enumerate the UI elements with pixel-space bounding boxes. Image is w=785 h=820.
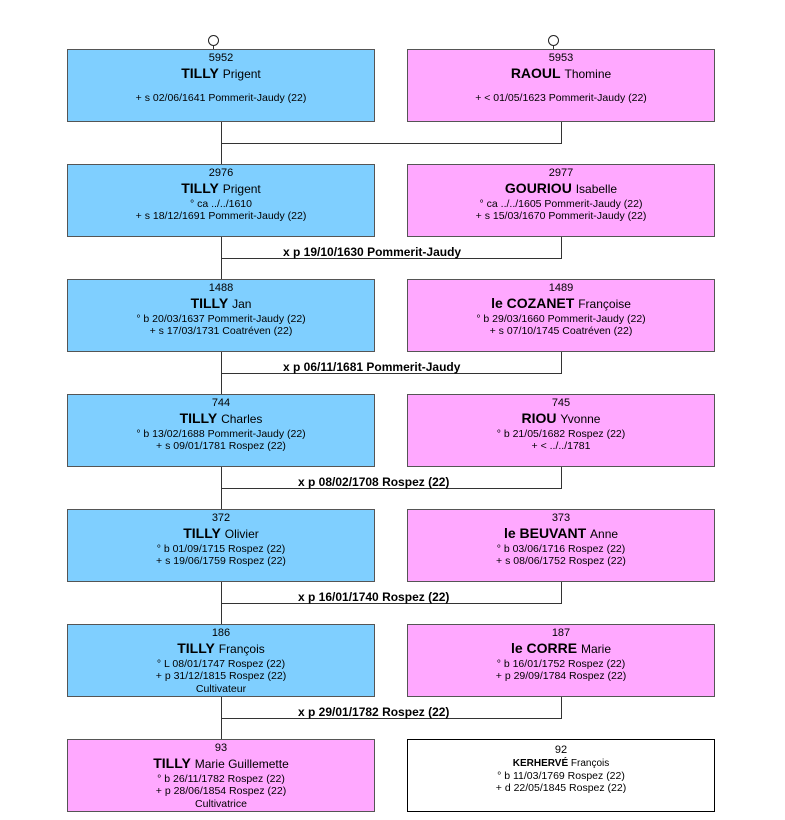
event-birth: ° b 03/06/1716 Rospez (22) — [496, 542, 626, 555]
event-death: + < 01/05/1623 Pommerit-Jaudy (22) — [475, 91, 647, 104]
given-name: François — [570, 757, 610, 769]
sosa-number: 5952 — [208, 52, 234, 64]
event-birth: ° ca ../../1610 — [190, 197, 252, 210]
person-card-93[interactable] — [67, 739, 375, 812]
person-name — [408, 410, 714, 428]
person-name — [408, 295, 714, 313]
event-death: + s 19/06/1759 Rospez (22) — [156, 555, 286, 567]
surname: GOURIOU — [504, 179, 572, 196]
given-name: Isabelle — [575, 181, 618, 196]
person-name — [68, 640, 374, 658]
person-name — [408, 640, 714, 658]
marriage-label: x p 29/01/1782 Rospez (22) — [298, 705, 450, 719]
sosa-number: 93 — [214, 742, 228, 754]
sosa-number: 5953 — [548, 52, 574, 64]
event-birth: ° b 21/05/1682 Rospez (22) — [496, 427, 626, 440]
person-card-372[interactable] — [67, 509, 375, 582]
given-name: Olivier — [224, 526, 259, 541]
given-name: Charles — [221, 411, 263, 426]
given-name: Anne — [590, 526, 619, 541]
surname: TILLY — [183, 524, 221, 541]
event-death: + p 31/12/1815 Rospez (22) — [155, 670, 287, 682]
event-death: + s 17/03/1731 Coatréven (22) — [149, 325, 293, 337]
surname: TILLY — [190, 294, 229, 311]
given-name: Jan — [232, 296, 252, 311]
sosa-number: 1489 — [548, 282, 574, 294]
person-card-1488[interactable] — [67, 279, 375, 352]
event-death: + p 28/06/1854 Rospez (22) — [155, 785, 287, 797]
person-card-186[interactable] — [67, 624, 375, 697]
person-card-5952[interactable] — [67, 49, 375, 122]
person-name — [68, 65, 374, 83]
person-card-92[interactable] — [407, 739, 715, 812]
connector-line — [561, 237, 562, 259]
occupation: Cultivatrice — [195, 797, 247, 810]
person-name — [408, 525, 714, 543]
person-name — [68, 525, 374, 543]
surname: RIOU — [521, 409, 557, 426]
surname: TILLY — [179, 409, 218, 426]
given-name: Yvonne — [560, 411, 601, 426]
event-birth: ° b 26/11/1782 Rospez (22) — [157, 772, 285, 785]
given-name: Marie Guillemette — [194, 756, 289, 771]
person-name — [408, 757, 714, 770]
person-card-745[interactable] — [407, 394, 715, 467]
connector-line — [221, 143, 562, 144]
event-birth: ° b 13/02/1688 Pommerit-Jaudy (22) — [136, 427, 306, 440]
event-birth: ° b 20/03/1637 Pommerit-Jaudy (22) — [136, 312, 306, 325]
person-card-2977[interactable] — [407, 164, 715, 237]
sosa-number: 1488 — [208, 282, 234, 294]
event-birth: ° ca ../../1605 Pommerit-Jaudy (22) — [479, 197, 643, 210]
surname: le BEUVANT — [503, 524, 587, 541]
event-death: + < ../../1781 — [531, 440, 591, 452]
occupation: Cultivateur — [195, 682, 247, 695]
event-death: + s 08/06/1752 Rospez (22) — [496, 555, 626, 567]
surname: KERHERVÉ — [512, 757, 569, 769]
connector-line — [561, 582, 562, 604]
person-name — [68, 410, 374, 428]
sosa-number: 187 — [551, 627, 571, 639]
event-death: + p 29/09/1784 Rospez (22) — [495, 670, 627, 682]
surname: RAOUL — [510, 64, 561, 81]
parent-connector-icon — [548, 35, 559, 46]
person-card-187[interactable] — [407, 624, 715, 697]
sosa-number: 744 — [211, 397, 231, 409]
surname: le CORRE — [510, 639, 578, 656]
sosa-number: 2976 — [208, 167, 234, 179]
sosa-number: 372 — [211, 512, 231, 524]
event-birth: ° b 11/03/1769 Rospez (22) — [497, 769, 625, 782]
connector-line — [561, 467, 562, 489]
event-birth: ° b 16/01/1752 Rospez (22) — [496, 657, 626, 670]
person-card-744[interactable] — [67, 394, 375, 467]
surname: le COZANET — [491, 294, 575, 311]
person-name — [68, 755, 374, 773]
event-death: + s 18/12/1691 Pommerit-Jaudy (22) — [135, 210, 307, 222]
sosa-number: 373 — [551, 512, 571, 524]
given-name: Thomine — [564, 66, 612, 81]
person-name — [408, 65, 714, 83]
given-name: Marie — [581, 641, 612, 656]
person-card-5953[interactable] — [407, 49, 715, 122]
sosa-number: 745 — [551, 397, 571, 409]
marriage-label: x p 06/11/1681 Pommerit-Jaudy — [283, 360, 461, 374]
event-death: + s 02/06/1641 Pommerit-Jaudy (22) — [135, 91, 307, 104]
event-birth: ° b 01/09/1715 Rospez (22) — [156, 542, 286, 555]
person-name — [408, 180, 714, 198]
person-name — [68, 180, 374, 198]
connector-line — [561, 697, 562, 719]
given-name: Françoise — [578, 296, 631, 311]
person-card-1489[interactable] — [407, 279, 715, 352]
event-death: + s 07/10/1745 Coatréven (22) — [489, 325, 633, 337]
surname: TILLY — [181, 64, 219, 81]
connector-line — [561, 122, 562, 144]
person-name — [68, 295, 374, 313]
event-death: + d 22/05/1845 Rospez (22) — [495, 782, 627, 794]
sosa-number: 2977 — [548, 167, 574, 179]
marriage-label: x p 19/10/1630 Pommerit-Jaudy — [283, 245, 462, 259]
given-name: Prigent — [222, 66, 261, 81]
event-death: + s 09/01/1781 Rospez (22) — [156, 440, 286, 452]
sosa-number: 92 — [554, 744, 568, 756]
person-card-373[interactable] — [407, 509, 715, 582]
surname: TILLY — [177, 639, 215, 656]
surname: TILLY — [153, 754, 191, 771]
person-card-2976[interactable] — [67, 164, 375, 237]
marriage-label: x p 08/02/1708 Rospez (22) — [298, 475, 450, 489]
event-birth: ° L 08/01/1747 Rospez (22) — [156, 657, 286, 670]
event-death: + s 15/03/1670 Pommerit-Jaudy (22) — [475, 210, 647, 222]
sosa-number: 186 — [211, 627, 231, 639]
connector-line — [561, 352, 562, 374]
parent-connector-icon — [208, 35, 219, 46]
marriage-label: x p 16/01/1740 Rospez (22) — [298, 590, 450, 604]
event-birth: ° b 29/03/1660 Pommerit-Jaudy (22) — [476, 312, 646, 325]
given-name: François — [218, 641, 265, 656]
given-name: Prigent — [222, 181, 261, 196]
surname: TILLY — [181, 179, 219, 196]
